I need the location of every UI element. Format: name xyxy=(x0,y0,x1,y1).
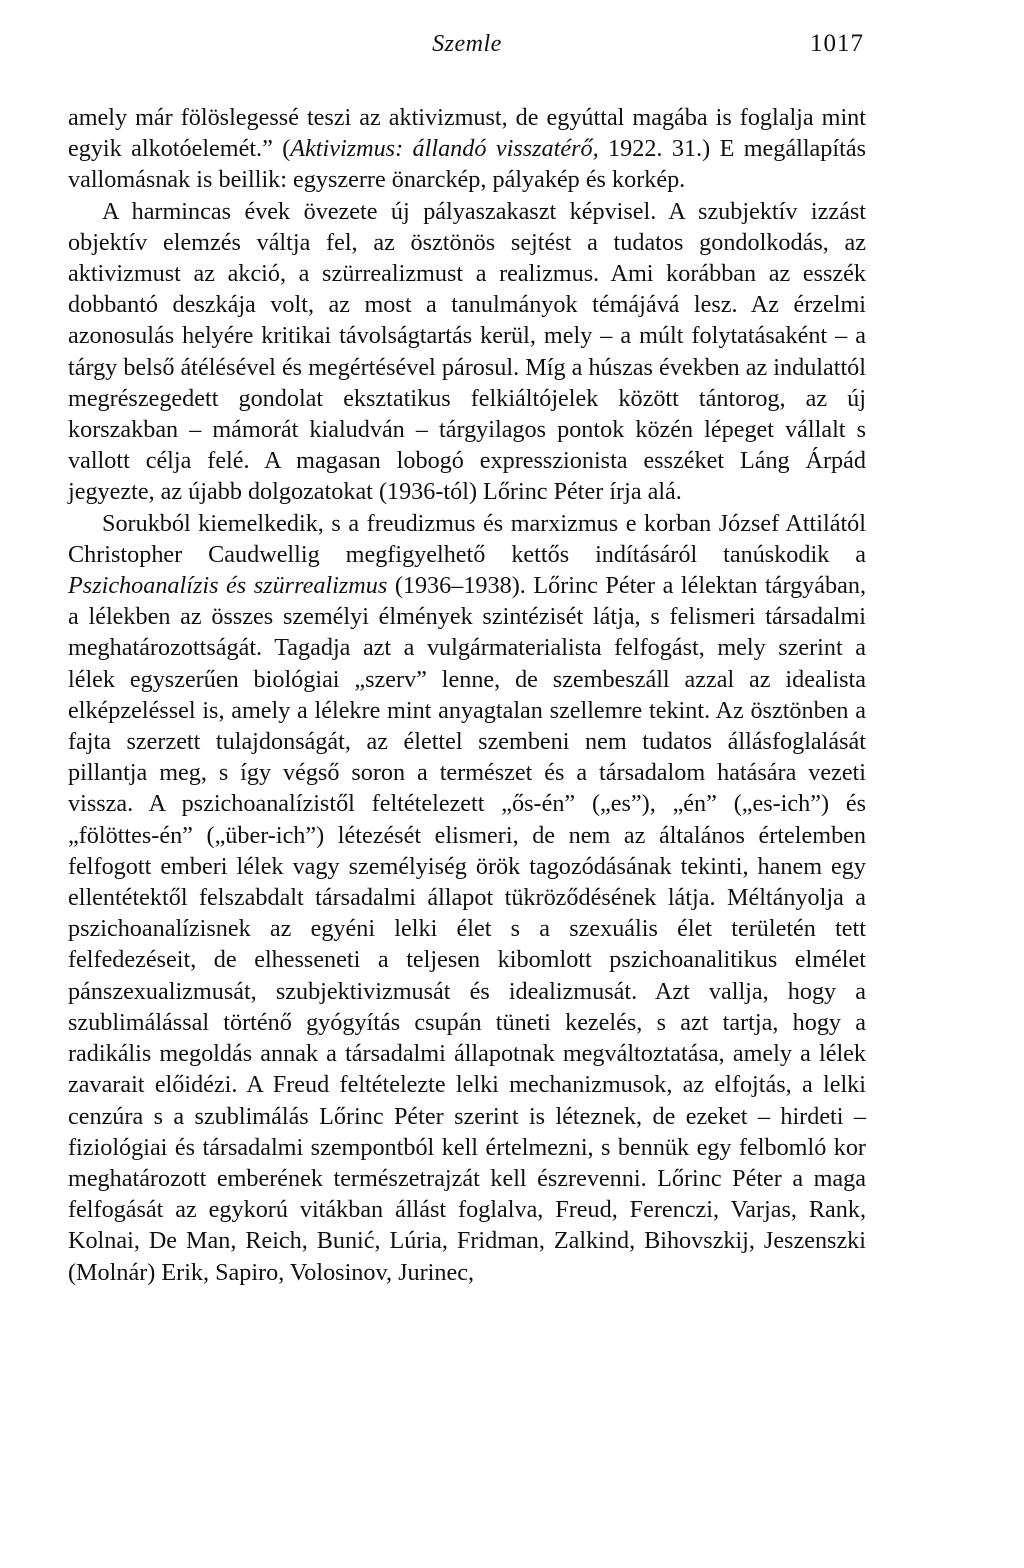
document-page xyxy=(68,0,866,1568)
page-number: 1017 xyxy=(810,30,864,57)
text-span: 1922. 31.) E megállapítás vallomásnak is beillik: egyszerre önarckép, pályakép és korkép. xyxy=(68,135,866,194)
body-text xyxy=(68,102,866,1288)
running-head xyxy=(68,28,866,68)
running-head-title: Szemle xyxy=(432,31,502,57)
paragraph xyxy=(68,508,866,1288)
paragraph xyxy=(68,102,866,196)
text-span: Sorukból kiemelkedik, s a freudizmus és marxizmus e korban József Attilától Christopher Caudwellig megfigyelhető kettős indításáról tanúskodik a xyxy=(68,509,866,568)
italic-title: Aktivizmus: állandó visszatérő, xyxy=(290,135,599,163)
text-span: amely már fölöslegessé teszi az aktivizmust, de egyúttal magába is foglalja mint egyik alkotóelemét.” ( xyxy=(68,104,866,163)
text-span: (1936–1938). Lőrinc Péter a lélektan tárgyában, a lélekben az összes személyi élmények szintézisét látja, s felismeri társadalmi meghatározottságát. Tagadja azt a vulgármaterialista felfogást, mely szerint a lélek egyszerűen biológiai „szerv” lenne, de szembeszáll azzal az idealista elképzeléssel is, amely a lélekre mint anyagtalan szellemre tekint. Az ösztönben a fajta szerzett tulajdonságát, az élettel szembeni nem tudatos állásfoglalását pillantja meg, s így végső soron a természet és a társadalom hatására vezeti vissza. A pszichoanalízistől feltételezett „ős-én” („es”), „én” („es-ich”) és „fölöttes-én” („über-ich”) létezését elismeri, de nem az általános értelemben felfogott emberi lélek vagy személyiség örök tagozódásának tekinti, hanem egy ellentétektől felszabdalt társadalmi állapot tükröződésének látja. Méltányolja a pszichoanalízisnek az egyéni lelki élet s a szexuális élet területén tett felfedezéseit, de elhesseneti a teljesen kibomlott pszichoanalitikus elmélet pánszexualizmusát, szubjektivizmusát és idealizmusát. Azt vallja, hogy a szublimálással történő gyógyítás csupán tüneti kezelés, s azt tartja, hogy a radikális megoldás annak a társadalmi állapotnak megváltoztatása, amely a lélek zavarait előidézi. A Freud feltételezte lelki mechanizmusok, az elfojtás, a lelki cenzúra s a szublimálás Lőrinc Péter szerint is léteznek, de ezeket – hirdeti – fiziológiai és társadalmi szempontból kell értelmezni, s bennük egy felbomló kor meghatározott emberének természetrajzát kell észrevenni. Lőrinc Péter a maga felfogását az egykorú vitákban állást foglalva, Freud, Ferenczi, Varjas, Rank, Kolnai, De Man, Reich, Bunić, Lúria, Fridman, Zalkind, Bihovszkij, Jeszenszki (Molnár) Erik, Sapiro, Volosinov, Jurinec, xyxy=(68,572,866,1286)
text-span: A harmincas évek övezete új pályaszakaszt képvisel. A szubjektív izzást objektív elemzés váltja fel, az ösztönös sejtést a tudatos gondolkodás, az aktivizmust az akció, a szürrealizmust a realizmus. Ami korábban az esszék dobbantó deszkája volt, az most a tanulmányok témájává lesz. Az érzelmi azonosulás helyére kritikai távolságtartás kerül, mely – a múlt folytatásaként – a tárgy belső átélésével és megértésével párosul. Míg a húszas években az indulattól megrészegedett gondolat eksztatikus felkiáltójelek között tántorog, az új korszakban – mámorát kialudván – tárgyilagos pontok közén lépeget vállalt s vallott célja felé. A magasan lobogó expresszionista esszéket Láng Árpád jegyezte, az újabb dolgozatokat (1936-tól) Lőrinc Péter írja alá. xyxy=(68,197,866,506)
italic-title: Pszichoanalízis és szürrealizmus xyxy=(68,572,388,600)
paragraph xyxy=(68,196,866,508)
